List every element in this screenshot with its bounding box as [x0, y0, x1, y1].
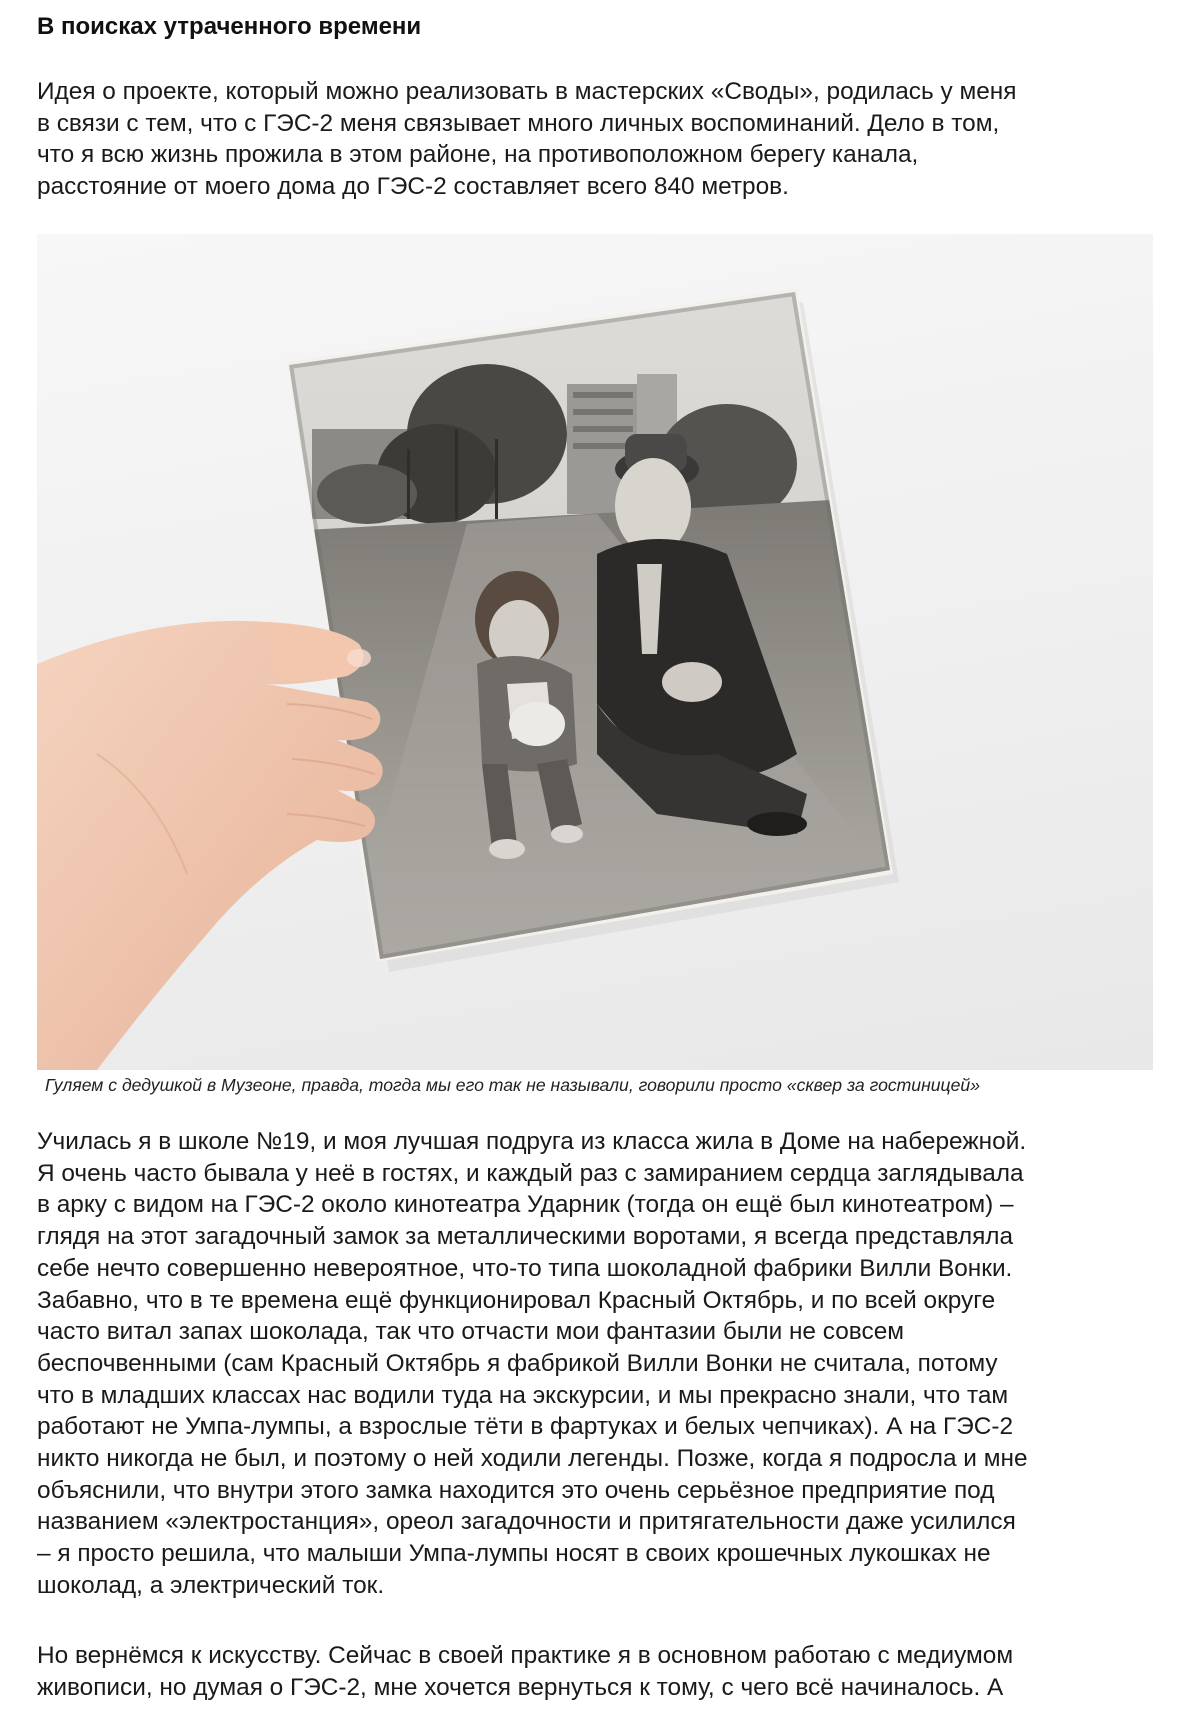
photo-caption: Гуляем с дедушкой в Музеоне, правда, тогда мы его так не называли, говорили просто «сквер за гостиницей» — [45, 1075, 980, 1095]
text-line: глядя на этот загадочный замок за металлическими воротами, я всегда представляла — [37, 1223, 1014, 1251]
text-line: расстояние от моего дома до ГЭС-2 составляет всего 840 метров. — [37, 173, 789, 201]
text-line: – я просто решила, что малыши Умпа-лумпы носят в своих крошечных лукошках не — [37, 1540, 991, 1568]
text-line: Училась я в школе №19, и моя лучшая подруга из класса жила в Доме на набережной. — [37, 1128, 1027, 1155]
text-line: беспочвенными (сам Красный Октябрь я фабрикой Вилли Вонки не считала, потому — [37, 1349, 998, 1377]
text-line: никто никогда не был, и поэтому о ней ходили легенды. Позже, когда я подросла и мне — [37, 1445, 1028, 1473]
text-line: себе нечто совершенно невероятное, что-то типа шоколадной фабрики Вилли Вонки. — [37, 1254, 1013, 1282]
text-line: часто витал запах шоколада, так что отчасти мои фантазии были не совсем — [37, 1318, 905, 1346]
text-line: в арку с видом на ГЭС-2 около кинотеатра Ударник (тогда он ещё был кинотеатром) – — [37, 1191, 1014, 1219]
text-line: что я всю жизнь прожила в этом районе, на противоположном берегу канала, — [37, 141, 919, 169]
text-line: шоколад, а электрический ток. — [37, 1571, 385, 1599]
article-photo — [37, 234, 1153, 1070]
article-title: В поисках утраченного времени — [37, 13, 422, 40]
text-line: Но вернёмся к искусству. Сейчас в своей практике я в основном работаю с медиумом — [37, 1642, 1014, 1669]
photo-illustration — [37, 234, 1153, 1070]
text-line: что в младших классах нас водили туда на экскурсии, и мы прекрасно знали, что там — [37, 1381, 1009, 1409]
text-line: названием «электростанция», ореол загадочности и притягательности даже усилился — [37, 1508, 1016, 1536]
text-line: объяснили, что внутри этого замка находится это очень серьёзное предприятие под — [37, 1476, 995, 1504]
text-line: живописи, но думая о ГЭС-2, мне хочется вернуться к тому, с чего всё начиналось. А — [37, 1673, 1004, 1701]
hand — [37, 621, 383, 1070]
text-line: Идея о проекте, который можно реализовать в мастерских «Своды», родилась у меня — [37, 78, 1017, 105]
text-line: в связи с тем, что с ГЭС-2 меня связывает много личных воспоминаний. Дело в том, — [37, 109, 1000, 137]
text-line: Я очень часто бывала у неё в гостях, и каждый раз с замиранием сердца заглядывала — [37, 1159, 1024, 1187]
paragraph-memories — [37, 1126, 1028, 1602]
paragraph-intro — [37, 76, 1016, 203]
text-line: работают не Умпа-лумпы, а взрослые тёти в фартуках и белых чепчиках). А на ГЭС-2 — [37, 1413, 1014, 1441]
text-line: Забавно, что в те времена ещё функционировал Красный Октябрь, и по всей округе — [37, 1286, 996, 1314]
paragraph-art — [37, 1640, 1013, 1703]
